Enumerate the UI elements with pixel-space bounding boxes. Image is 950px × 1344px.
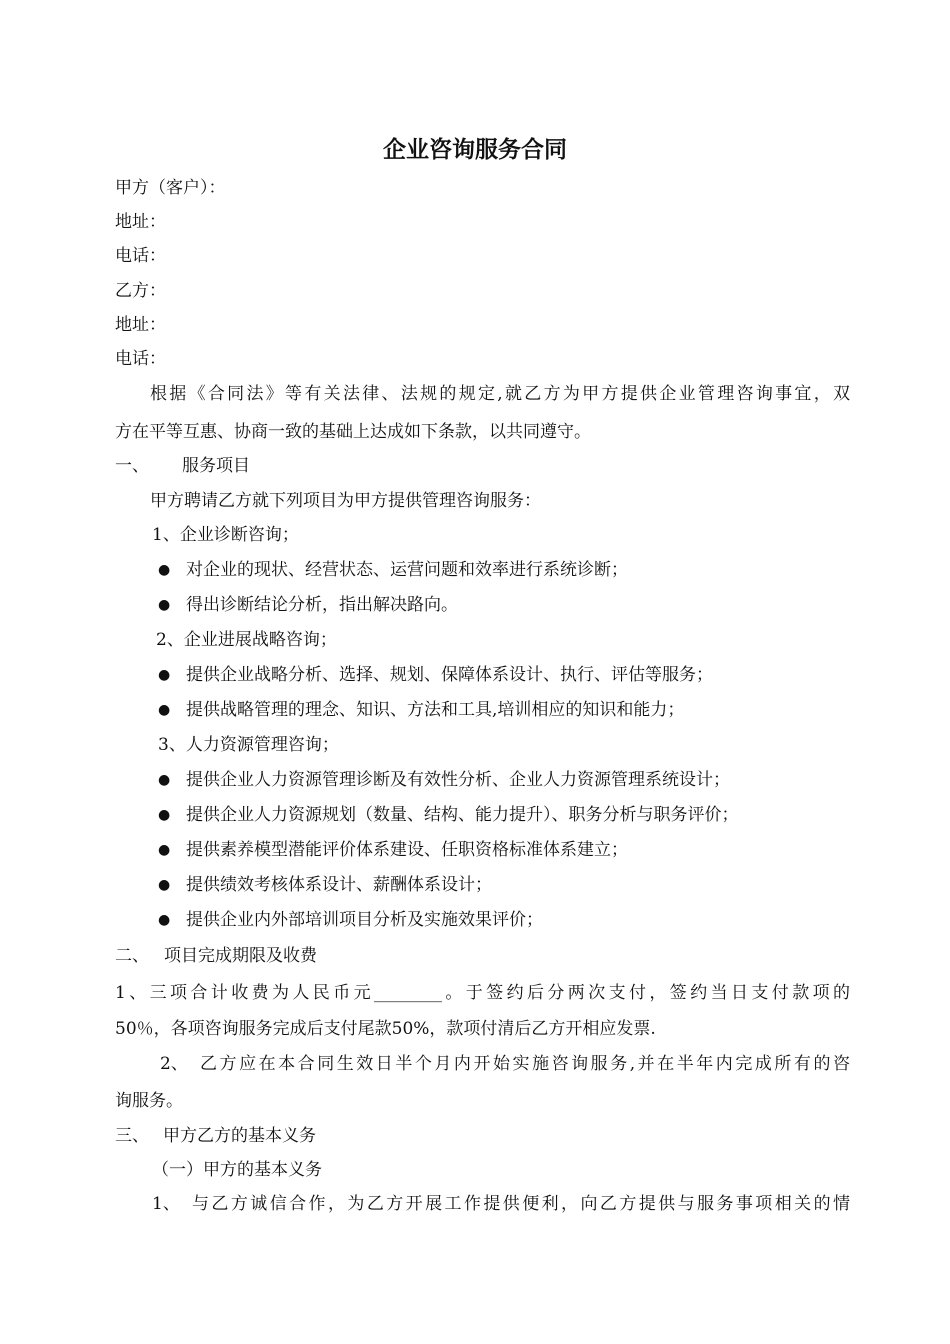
section-3-number: 三、 (115, 1126, 149, 1146)
bullet-icon: ● (158, 562, 171, 578)
bullet-icon: ● (158, 667, 171, 683)
section-2-para-1-line-2: 50％，各项咨询服务完成后支付尾款50%，款项付清后乙方开相应发票. (115, 1019, 656, 1039)
party-a-phone: 电话： (115, 246, 166, 266)
preamble-line-1: 根据《合同法》等有关法律、法规的规定,就乙方为甲方提供企业管理咨询事宜，双 (150, 384, 850, 404)
item-3-bullet-1: 提供企业人力资源管理诊断及有效性分析、企业人力资源管理系统设计； (186, 770, 730, 790)
bullet-icon: ● (158, 877, 171, 893)
section-2-number: 二、 (115, 946, 149, 966)
party-b-label: 乙方： (115, 281, 166, 301)
section-2-para-1-line-1: 1、三项合计收费为人民币元________。于签约后分两次支付，签约当日支付款项的 (115, 983, 850, 1003)
party-b-address: 地址： (115, 315, 166, 335)
section-3-item-1-number: 1、 (152, 1194, 180, 1214)
section-2-para-2-number: 2、 (160, 1054, 188, 1074)
item-2-bullet-2: 提供战略管理的理念、知识、方法和工具,培训相应的知识和能力； (186, 700, 685, 720)
section-2-para-2-line-1: 乙方应在本合同生效日半个月内开始实施咨询服务,并在半年内完成所有的咨 (200, 1054, 850, 1074)
item-2-title: 2、企业进展战略咨询； (156, 630, 337, 650)
item-1-title: 1、企业诊断咨询； (152, 525, 299, 545)
item-3-bullet-4: 提供绩效考核体系设计、薪酬体系设计； (186, 875, 492, 895)
item-1-bullet-2: 得出诊断结论分析，指出解决路向。 (186, 595, 458, 615)
bullet-icon: ● (158, 912, 171, 928)
section-3-subheading: （一）甲方的基本义务 (152, 1160, 322, 1180)
bullet-icon: ● (158, 772, 171, 788)
party-a-label: 甲方（客户）： (115, 178, 226, 198)
document-title: 企业咨询服务合同 (383, 137, 567, 163)
section-2-para-2-line-2: 询服务。 (115, 1091, 183, 1111)
item-3-bullet-2: 提供企业人力资源规划（数量、结构、能力提升）、职务分析与职务评价； (186, 805, 739, 825)
bullet-icon: ● (158, 702, 171, 718)
section-1-number: 一、 (115, 456, 149, 476)
bullet-icon: ● (158, 842, 171, 858)
section-3-item-1-text: 与乙方诚信合作，为乙方开展工作提供便利，向乙方提供与服务事项相关的情 (192, 1194, 850, 1214)
item-1-bullet-1: 对企业的现状、经营状态、运营问题和效率进行系统诊断； (186, 560, 628, 580)
section-1-intro: 甲方聘请乙方就下列项目为甲方提供管理咨询服务： (150, 491, 541, 511)
preamble-line-2: 方在平等互惠、协商一致的基础上达成如下条款，以共同遵守。 (115, 422, 591, 442)
section-3-heading: 甲方乙方的基本义务 (163, 1126, 316, 1146)
item-3-title: 3、人力资源管理咨询； (158, 735, 339, 755)
section-1-heading: 服务项目 (182, 456, 250, 476)
item-3-bullet-5: 提供企业内外部培训项目分析及实施效果评价； (186, 910, 543, 930)
bullet-icon: ● (158, 807, 171, 823)
party-a-address: 地址： (115, 212, 166, 232)
section-2-heading: 项目完成期限及收费 (164, 946, 317, 966)
bullet-icon: ● (158, 597, 171, 613)
party-b-phone: 电话： (115, 349, 166, 369)
item-2-bullet-1: 提供企业战略分析、选择、规划、保障体系设计、执行、评估等服务； (186, 665, 713, 685)
item-3-bullet-3: 提供素养模型潜能评价体系建设、任职资格标准体系建立； (186, 840, 628, 860)
